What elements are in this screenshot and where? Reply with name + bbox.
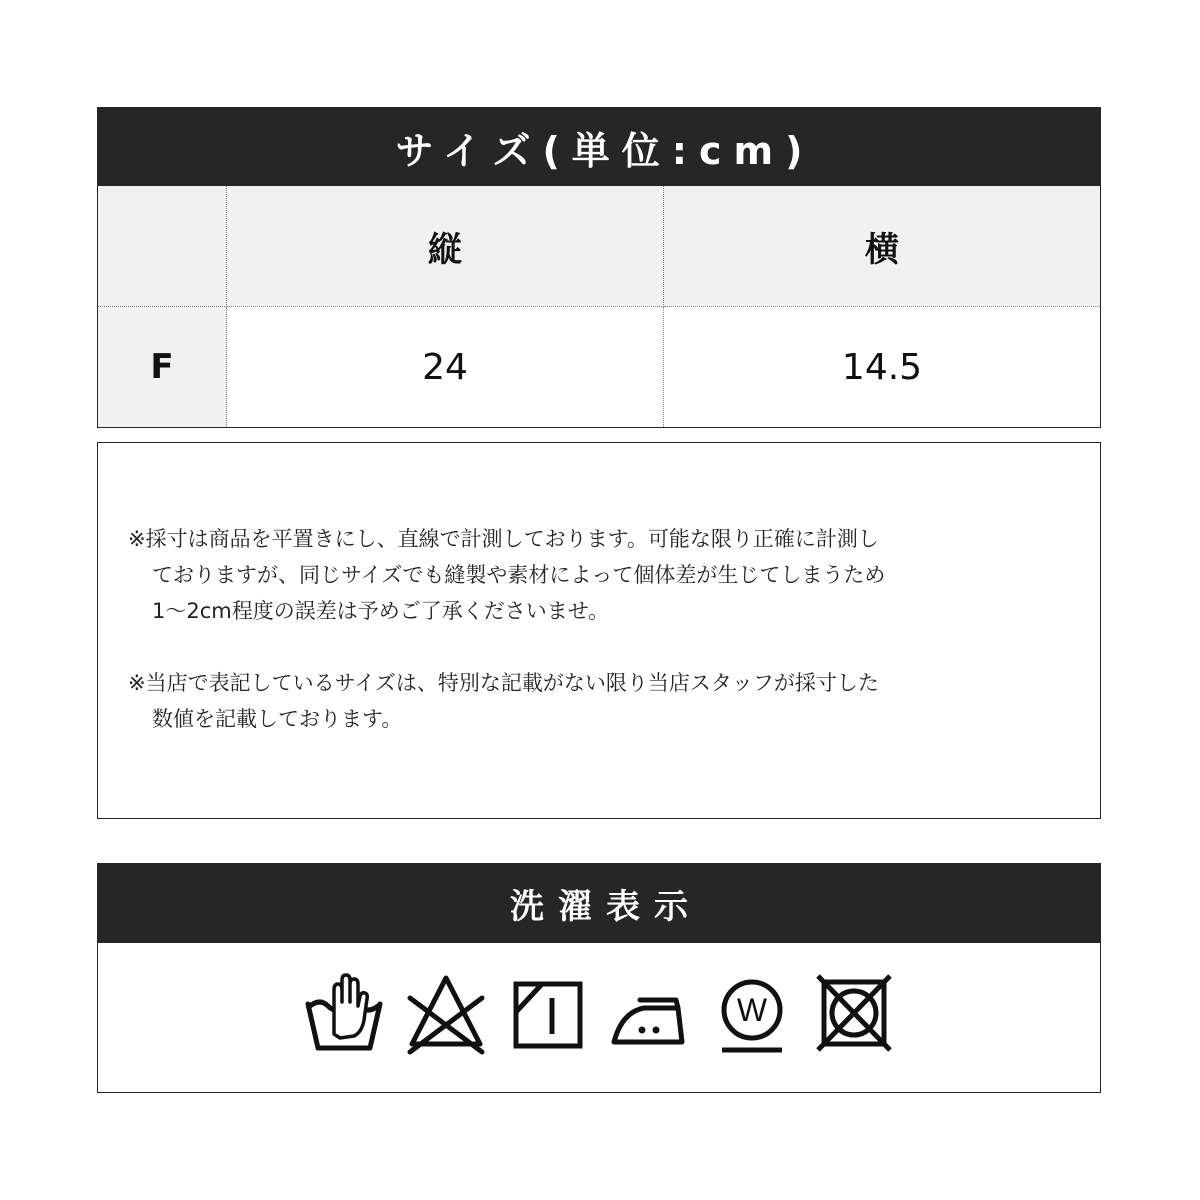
size-grid [98,186,1100,427]
washing-title: 洗濯表示 [510,887,702,927]
row-label-size: F [98,307,227,427]
size-table-header [98,108,1100,187]
iron-medium-icon [610,972,690,1056]
value-length: 24 [227,307,664,427]
size-table [97,107,1101,428]
column-header-length: 縦 [227,186,664,307]
no-bleach-icon [406,972,486,1056]
wet-clean-mild-icon [712,972,792,1056]
corner-cell [98,186,227,307]
note-size-source [128,665,1028,737]
size-table-title: サイズ(単位:cm) [395,129,815,173]
washing-header [98,864,1100,943]
note-line: ※当店で表記しているサイズは、特別な記載がない限り当店スタッフが採寸した [128,671,879,695]
hand-wash-icon [304,972,384,1056]
care-symbols [98,964,1100,1064]
measurement-notes [97,442,1101,819]
note-line: 数値を記載しております。 [152,707,403,731]
column-header-width: 横 [664,186,1100,307]
note-line: ※採寸は商品を平置きにし、直線で計測しております。可能な限り正確に計測し [128,527,879,551]
note-measuring-method [128,521,1028,629]
note-line: ておりますが、同じサイズでも縫製や素材によって個体差が生じてしまうため [152,563,886,587]
note-line: 1〜2cm程度の誤差は予めご了承くださいませ。 [152,599,610,623]
no-tumble-dry-icon [814,972,894,1056]
washing-instructions [97,863,1101,1093]
value-width: 14.5 [841,346,923,388]
wet-clean-letter: W [736,992,768,1028]
line-dry-shade-icon [508,972,588,1056]
